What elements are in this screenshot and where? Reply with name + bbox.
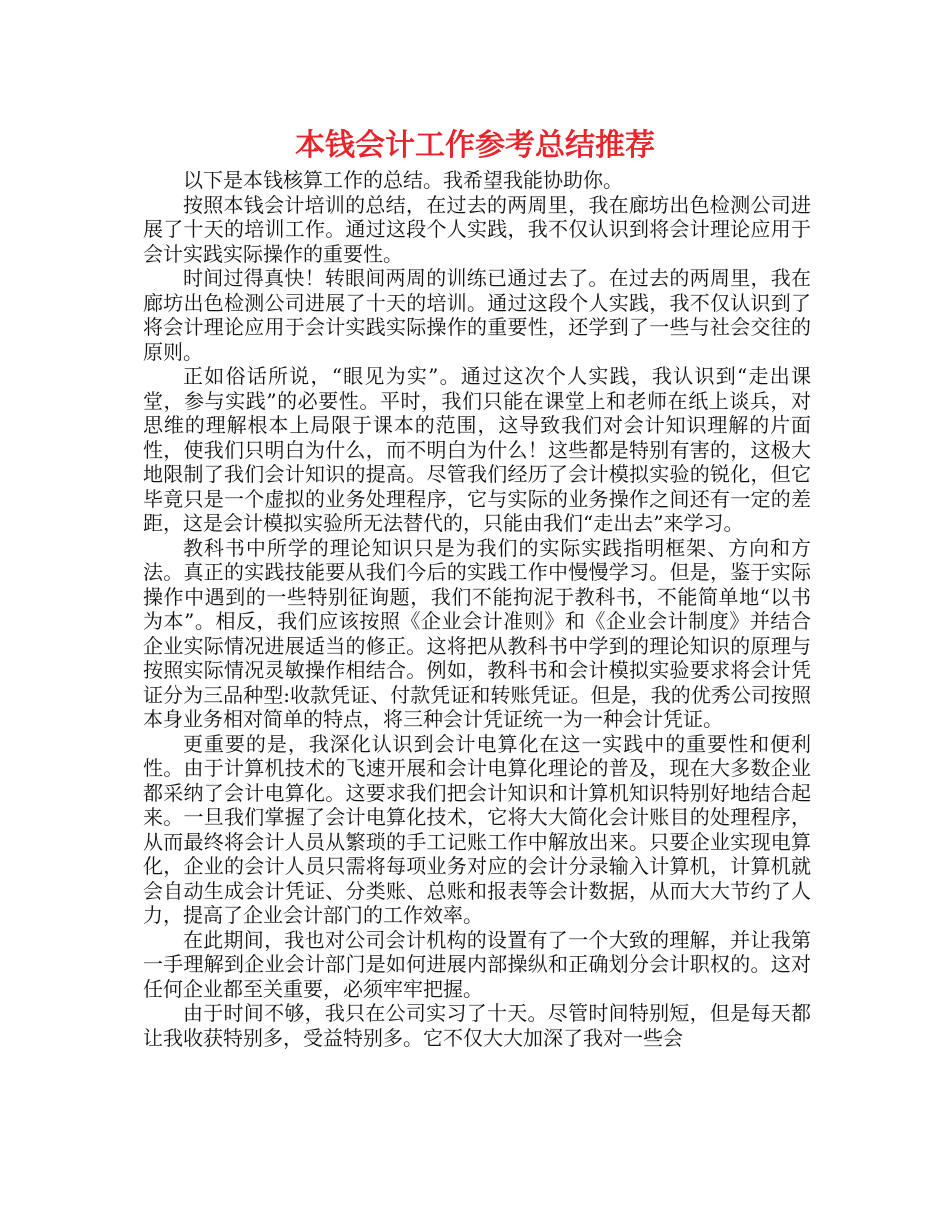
paragraph-accounting-organization: 在此期间，我也对公司会计机构的设置有了一个大致的理解，并让我第一手理解到企业会计部门是如何进展内部操纵和正确划分会计职权的。这对任何企业都至关重要，必须牢牢把握。 <box>143 927 811 1001</box>
document-title: 本钱会计工作参考总结推荐 <box>295 128 655 163</box>
paragraph-intro: 以下是本钱核算工作的总结。我希望我能协助你。 <box>183 168 623 192</box>
document-body <box>143 168 811 1050</box>
paragraph-two-weeks: 时间过得真快！转眼间两周的训练已通过去了。在过去的两周里，我在廊坊出色检测公司进展了十天的培训。通过这段个人实践，我不仅认识到了将会计理论应用于会计实践实际操作的重要性，还学到了一些与社会交往的原则。 <box>143 266 811 364</box>
paragraph-training-summary: 按照本钱会计培训的总结，在过去的两周里，我在廊坊出色检测公司进展了十天的培训工作。通过这段个人实践，我不仅认识到将会计理论应用于会计实践实际操作的重要性。 <box>143 192 811 266</box>
paragraph-textbook-theory: 教科书中所学的理论知识只是为我们的实际实践指明框架、方向和方法。真正的实践技能要从我们今后的实践工作中慢慢学习。但是，鉴于实际操作中遇到的一些特别征询题，我们不能拘泥于教科书，不能简单地“以书为本”。相反，我们应该按照《企业会计准则》和《企业会计制度》并结合企业实际情况进展适当的修正。这将把从教科书中学到的理论知识的原理与按照实际情况灵敏操作相结合。例如，教科书和会计模拟实验要求将会计凭证分为三品种型:收款凭证、付款凭证和转账凭证。但是，我的优秀公司按照本身业务相对简单的特点，将三种会计凭证统一为一种会计凭证。 <box>143 535 811 731</box>
paragraph-internship-time: 由于时间不够，我只在公司实习了十天。尽管时间特别短，但是每天都让我收获特别多，受益特别多。它不仅大大加深了我对一些会 <box>143 1001 811 1050</box>
paragraph-seeing-is-believing: 正如俗话所说，“眼见为实”。通过这次个人实践，我认识到“走出课堂，参与实践”的必要性。平时，我们只能在课堂上和老师在纸上谈兵，对思维的理解根本上局限于课本的范围，这导致我们对会计知识理解的片面性，使我们只明白为什么，而不明白为什么！这些都是特别有害的，这极大地限制了我们会计知识的提高。尽管我们经历了会计模拟实验的锐化，但它毕竟只是一个虚拟的业务处理程序，它与实际的业务操作之间还有一定的差距，这是会计模拟实验所无法替代的，只能由我们“走出去”来学习。 <box>143 364 811 535</box>
paragraph-computerized-accounting: 更重要的是，我深化认识到会计电算化在这一实践中的重要性和便利性。由于计算机技术的飞速开展和会计电算化理论的普及，现在大多数企业都采纳了会计电算化。这要求我们把会计知识和计算机知识特别好地结合起来。一旦我们掌握了会计电算化技术，它将大大简化会计账目的处理程序，从而最终将会计人员从繁琐的手工记账工作中解放出来。只要企业实现电算化，企业的会计人员只需将每项业务对应的会计分录输入计算机，计算机就会自动生成会计凭证、分类账、总账和报表等会计数据，从而大大节约了人力，提高了企业会计部门的工作效率。 <box>143 731 811 927</box>
